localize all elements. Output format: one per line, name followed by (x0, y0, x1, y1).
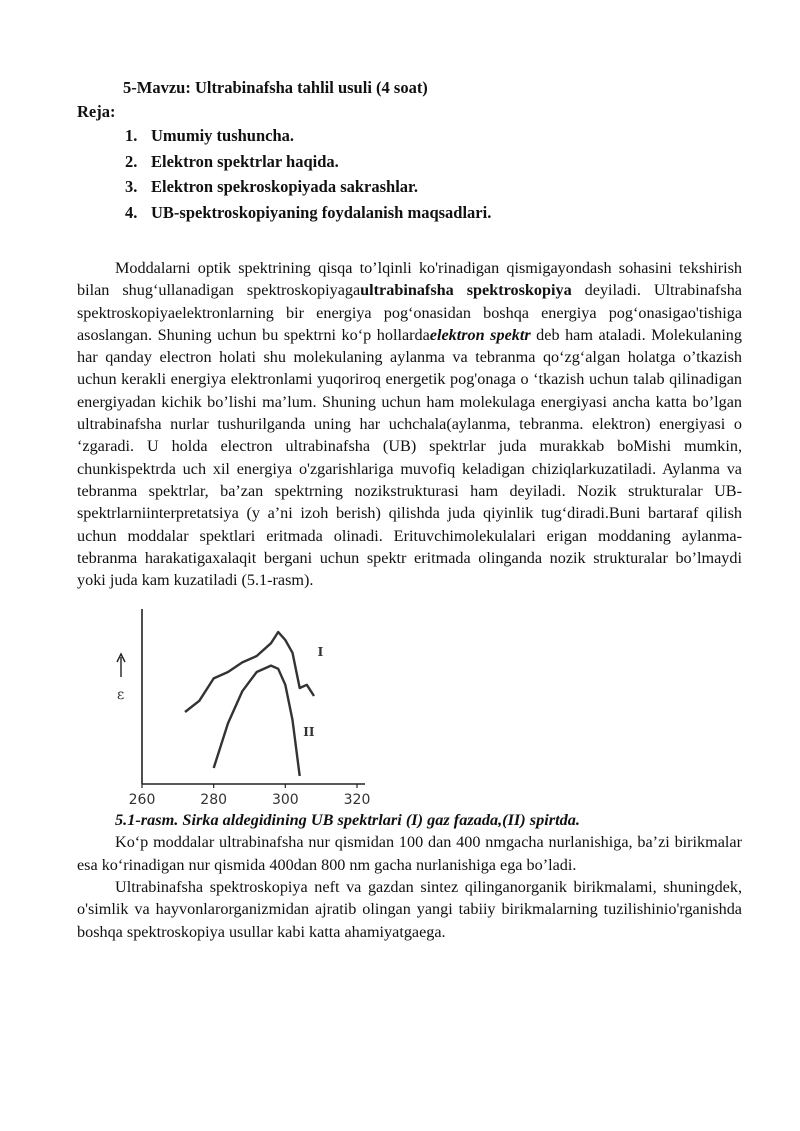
plan-heading: Reja: (77, 102, 116, 121)
list-item (125, 149, 742, 175)
plan-list (77, 123, 742, 225)
list-item (125, 200, 742, 226)
list-item-text: Elektron spekroskopiyada sakrashlar. (151, 177, 418, 196)
x-tick-label: 280 (200, 792, 228, 809)
paragraph-text: deyiladi. Ultrabinafsha spektroskopiyaelektronlarning bir energiya pog‘onasidan boshqa energiya pog‘onasigao'tishiga asoslangan. Shuning uchun bu spektrni ko‘p hollarda (77, 281, 742, 344)
term-bold: ultrabinafsha spektroskopiya (360, 281, 572, 300)
curve-label-II: II (303, 725, 315, 740)
curve-label-I: I (317, 645, 324, 660)
paragraph-2: Ko‘p moddalar ultrabinafsha nur qismidan 100 dan 400 nmgacha nurlanishiga, ba’zi birikmalar esa ko‘rinadigan nur qismida 400dan 800 nm gacha nurlanishiga ega bo’ladi. (77, 833, 742, 874)
list-item-number: 2. (125, 151, 138, 171)
x-tick-label: 320 (343, 792, 371, 809)
list-item-number: 3. (125, 177, 138, 196)
x-tick-label: 300 (271, 792, 299, 809)
spectrum-figure (107, 599, 377, 809)
x-tick-label: 260 (128, 792, 156, 809)
document-page (77, 76, 742, 943)
list-item-text: UB-spektroskopiyaning foydalanish maqsadlari. (151, 202, 492, 222)
spectrum-chart (107, 599, 377, 809)
term-bold-italic: elektron spektr (429, 325, 531, 344)
list-item (125, 123, 742, 149)
paragraph-text: deb ham ataladi. Molekulaning har qanday electron holati shu molekulaning aylanma va tebranma qo‘zg‘algan holatga o’tkazish uchun kerakli energiya elektronlami yuqoriroq energetik pog'onaga o ‘tkazish uchun talab qilinadigan energiyadan kichik bo’lishi ma’lum. Shuning uchun ham molekulaga energiyasi ancha katta bo’lgan ultrabinafsha nurlar tushurilganda uning har uchchala(aylanma, tebranma. elektron) energiyasi o ‘zgaradi. U holda electron ultrabinafsha (UB) spektrlar juda murakkab boMishi mumkin, chunkispektrda uch xil energiya o'zgarishlariga muvofiq keladigan chiziqlarkuzatiladi. Aylanma va tebranma spektrlar, ba’zan spektrning nozikstrukturasi ham deyiladi. Nozik strukturalar UB-spektrlarniinterpretatsiya (y a’ni izoh berish) qilishda juda qiyinlik tug‘diradi.Buni bartaraf qilish uchun moddalar spektlari eritmada olinadi. Erituvchimolekulalari erigan moddaning aylanma-tebranma harakatigaxalaqit bergani uchun spektr eritmada olinganda nozik strukturalar bo’lmaydi yoki juda kam kuzatiladi (5.1-rasm). (77, 325, 742, 590)
series-line-I (185, 632, 314, 712)
intro-paragraph (77, 257, 742, 591)
figure-caption: 5.1-rasm. Sirka aldegidining UB spektrlari (I) gaz fazada,(II) spirtda. (115, 810, 580, 830)
series-line-II (214, 666, 300, 776)
paragraph-3: Ultrabinafsha spektroskopiya neft va gazdan sintez qilinganorganik birikmalami, shuningdek, o'simlik va hayvonlarorganizmidan ajratib olingan yangi tabiiy birikmalarning tuzilishinio'rganishda boshqa spektroskopiya usullar kabi katta ahamiyatgaega. (77, 878, 742, 941)
page-title: 5-Mavzu: Ultrabinafsha tahlil usuli (4 soat) (123, 78, 428, 97)
list-item-number: 1. (125, 126, 138, 145)
list-item-text: Umumiy tushuncha. (151, 126, 295, 145)
list-item-number: 4. (125, 202, 138, 222)
list-item (125, 174, 742, 200)
y-axis-label: ε (117, 687, 125, 704)
paragraph-text: Moddalarni optik spektrining qisqa to’lqinli ko'rinadigan qismigayondash sohasini tekshirish bilan shug‘ullanadigan spektroskopiyaga (77, 259, 742, 300)
list-item-text: Elektron spektrlar haqida. (151, 151, 339, 171)
